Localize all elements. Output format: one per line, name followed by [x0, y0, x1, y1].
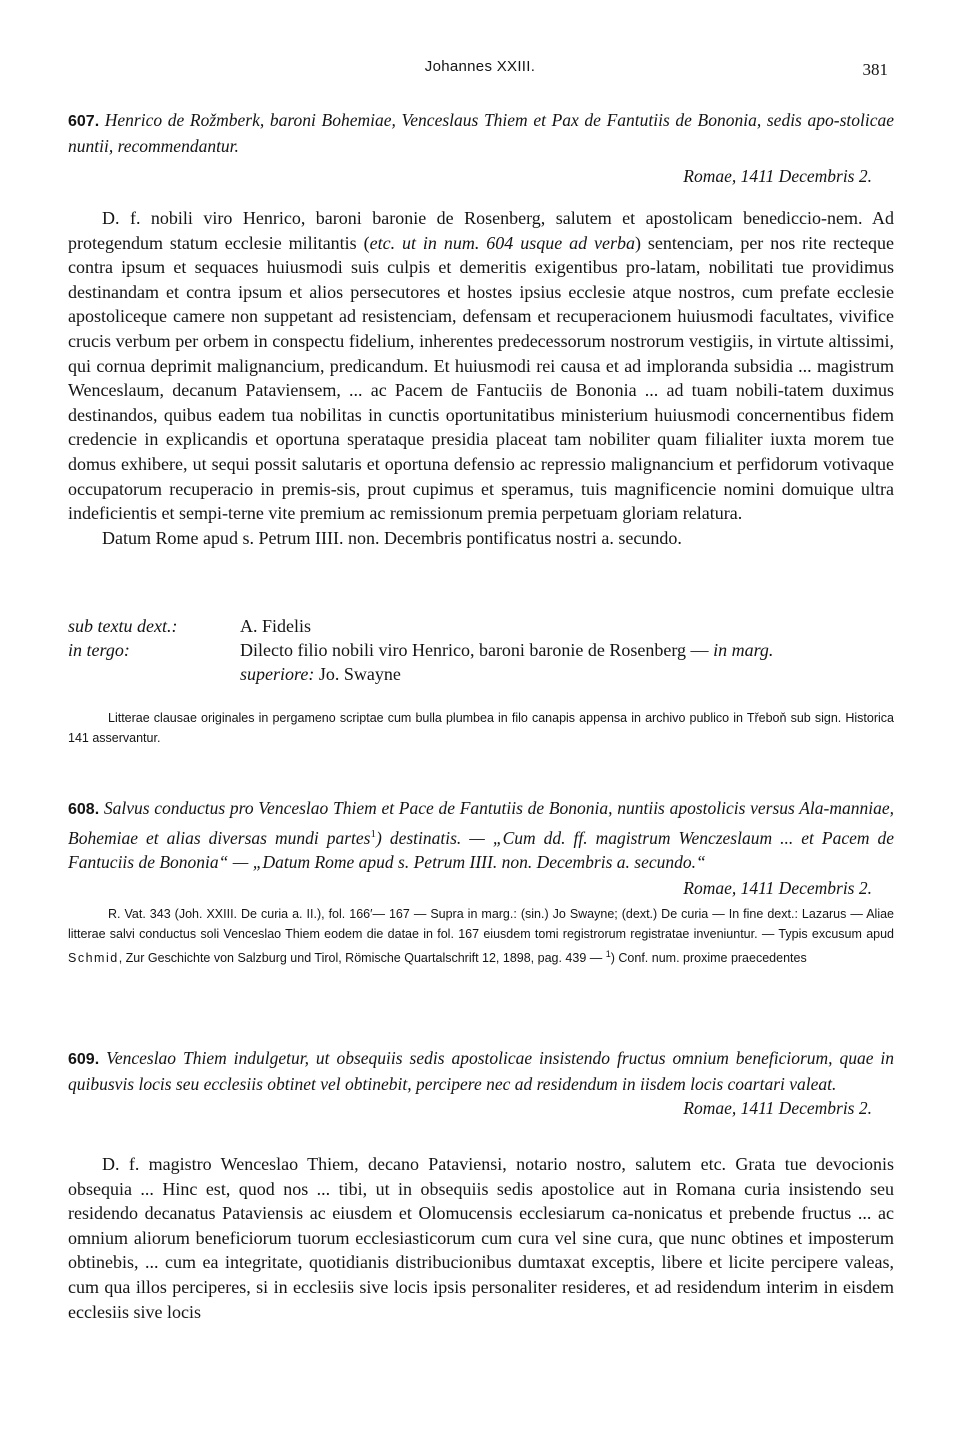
in-tergo-label: in tergo: — [68, 640, 130, 660]
doc-608-summary-b: ) destinatis. — „Cum dd. ff. magistrum Wenczeslaum ... et Pacem de Fantuciis de Bononia“ — „Datum Rome apud s. Petrum IIII. non. Decembris a. secundo.“ — [68, 827, 895, 872]
doc-607-number: 607. — [68, 113, 100, 130]
doc-608-note-text: R. Vat. 343 (Joh. XXIII. De curia a. II.), fol. 166′— 167 — Supra in marg.: (sin.) Jo Swayne; (dext.) De curia — In fine dext.: Lazarus — Aliae litterae salvi conductus soli Venceslao Thiem eodem die datae in fol. 167 eiusdem tomi registrorum registratae inveniuntur. — Typis excusum apud Schmid, Zur Geschichte von Salzburg und Tirol, Römische Quartalschrift 12, 1898, pag. 439 — $^1$) Conf. num. proxime praecedentes — [68, 907, 894, 966]
page-number: 381 — [862, 60, 888, 79]
running-title: Johannes XXIII. — [424, 58, 536, 75]
doc-608-number: 608. — [68, 801, 100, 818]
doc-608-footnote-mark: 1 — [370, 828, 376, 840]
doc-607-reference: etc. ut in num. 604 usque ad verba — [369, 232, 636, 253]
doc-608-summary — [68, 796, 894, 874]
doc-608-author: Schmid — [68, 951, 119, 966]
superiore-wrap — [240, 662, 894, 686]
in-tergo-value: Dilecto filio nobili viro Henrico, baroni baronie de Rosenberg — — [240, 640, 709, 660]
doc-607-summary-text: Henrico de Rožmberk, baroni Bohemiae, Venceslaus Thiem et Pax de Fantutiis de Bononia, sedis apo-stolicae nuntii, recommendantur. — [68, 110, 895, 156]
in-tergo-value-wrap — [240, 638, 894, 662]
superiore-row — [68, 662, 894, 686]
doc-608-summary-a: Salvus conductus pro Venceslao Thiem et Pace de Fantutiis de Bononia, nuntiis apostolicis versus Ala-manniae, Bohemiae et alias diversas mundi partes — [68, 798, 895, 848]
doc-607-summary — [68, 108, 894, 158]
doc-609-body — [68, 1152, 894, 1324]
sub-textu-value: A. Fidelis — [240, 616, 312, 636]
doc-608-heading — [68, 796, 894, 900]
sub-textu-row — [68, 614, 894, 638]
in-tergo-row — [68, 638, 894, 662]
doc-607-heading — [68, 108, 894, 188]
doc-607-paragraph: D. f. nobili viro Henrico, baroni baronie de Rosenberg, salutem et apostolicam benediccio-nem. Ad protegendum statum ecclesie militantis (etc. ut in num. 604 usque ad verba) sentenciam, per nos rite recteque contra ipsum et sequaces huiusmodi suis culpis et demeritis exigentibus pro-latam, nobilitati tue providimus destinandam et contra ipsum et alios persecutores et hostes ipsius ecclesie atque nostros, cum prefate ecclesie apostoliceque camere non suppetant ad resistenciam, defensam et recuperacionem huiusmodi facultates, vivifice crucis verbum per orbem in conspectu fidelium, inherentes predecessorum nostrorum vestigiis, in virtute altissimi, qui cornua deprimit malignancium, predicandum. Et huiusmodi rei causa et ad imploranda subsidia ... magistrum Wenceslaum, decanum Pataviensem, ... ac Pacem de Fantuciis de Bononia ... ad tuam nobili-tatem duximus destinandos, quibus eadem tua nobilitas in cunctis oportunitatibus ministerium huiusmodi concernentibus fidem credencie in explicandis et oportuna sperataque presidia placeat tam nobiliter quam filialiter iuxta morem tue domus exhibere, ut sequi possit salutaris et oportuna defensio ac repressio malignancium et perfidorum votivaque occupatorum recuperacio in premis-sis, prout cupimus et speramus, tuis magnificencie nomini domuique ultra indeficientis et sempi-terne vite premium ac remissionum premia perpetuam gloriam relatura. — [68, 208, 894, 524]
superiore-label: superiore: — [240, 664, 315, 684]
doc-609-paragraph: D. f. magistro Wenceslao Thiem, decano Pataviensi, notario nostro, salutem etc. Grata tue devocionis obsequia ... Hinc est, quod nos ... tibi, ut in obsequiis sedis apostolice aut in Romana curia insistendo seu residendo decanatus Pataviensis ac eiusdem et Olomucensis ecclesiarum ca-nonicatus et prebende fructus ... ac omnium aliorum beneficiorum tuorum ecclesiasticorum cum cura vel sine cura, que nunc obtines et imposterum obtinebis, ... cum ea integritate, quotidianis distribucionibus dumtaxat exceptis, libere et licite percipere valeas, cum qua illos perciperes, si in ecclesiis sive locis ipsis personaliter resideres, et ad residendum interim in eisdem ecclesiis sive locis — [68, 1154, 894, 1322]
sig-spacer — [68, 662, 240, 686]
doc-607-datum: Datum Rome apud s. Petrum IIII. non. Decembris pontificatus nostri a. secundo. — [102, 527, 682, 548]
doc-607-endorsements — [68, 614, 894, 686]
doc-609-dateline: Romae, 1411 Decembris 2. — [683, 1098, 872, 1118]
doc-607-dateline: Romae, 1411 Decembris 2. — [683, 166, 872, 186]
doc-609-number: 609. — [68, 1051, 100, 1068]
sub-textu-label: sub textu dext.: — [68, 616, 178, 636]
superiore-value: Jo. Swayne — [318, 664, 401, 684]
doc-607-note — [68, 708, 894, 748]
doc-608-note-fn: 1 — [605, 949, 611, 959]
doc-607-body — [68, 206, 894, 550]
doc-607-note-text: Litterae clausae originales in pergameno scriptae cum bulla plumbea in filo canapis appensa in archivo publico in Třeboň sub sign. Historica 141 asservantur. — [68, 711, 894, 745]
doc-608-note — [68, 904, 894, 968]
in-marg-label: in marg. — [713, 640, 774, 660]
doc-609-summary — [68, 1046, 894, 1096]
doc-609-summary-text: Venceslao Thiem indulgetur, ut obsequiis sedis apostolicae insistendo fructus omnium beneficiorum, quae in quibusvis locis seu ecclesiis obtinet vel obtinebit, percipere nec ad residendum in iisdem locis coartari valeat. — [68, 1048, 895, 1094]
doc-609-heading — [68, 1046, 894, 1120]
doc-608-dateline: Romae, 1411 Decembris 2. — [683, 877, 872, 898]
